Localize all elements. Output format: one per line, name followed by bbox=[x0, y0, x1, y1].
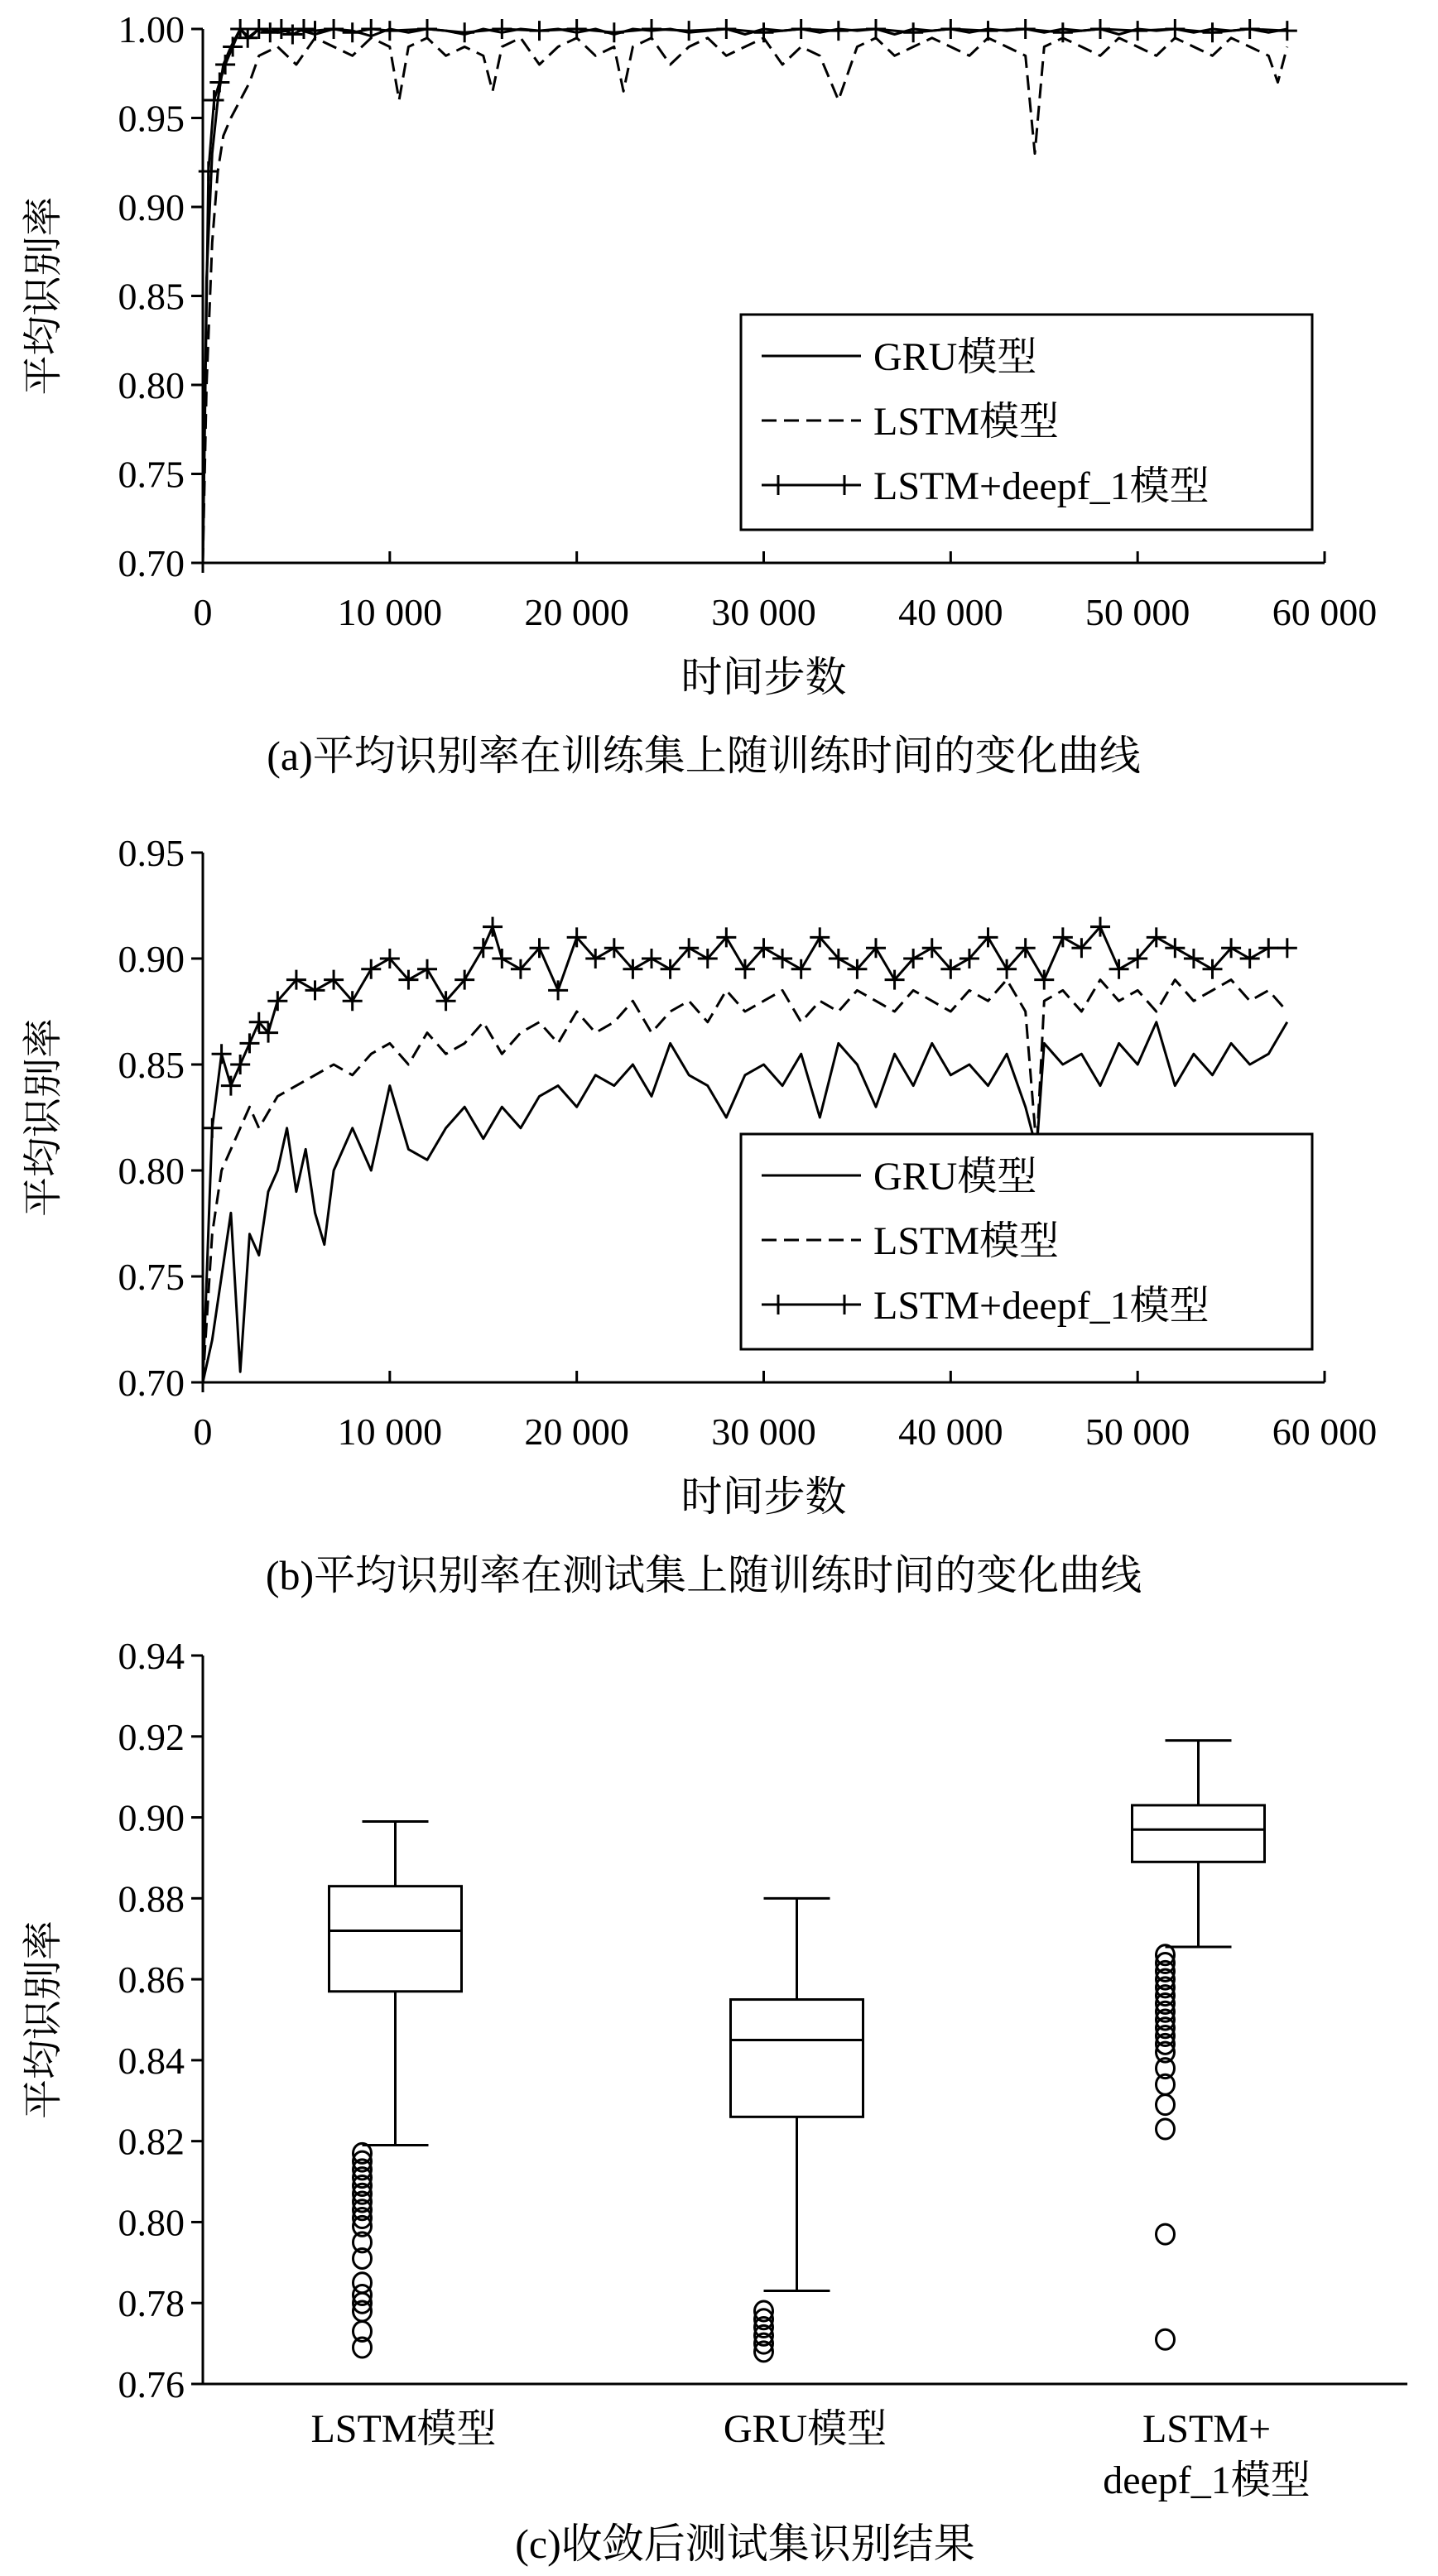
legend-label-2: LSTM模型 bbox=[873, 1219, 1060, 1263]
y-tick-label: 0.90 bbox=[118, 186, 185, 228]
series-point-3 bbox=[223, 37, 243, 57]
x-tick-label: 50 000 bbox=[1085, 591, 1190, 633]
y-tick-label: 0.70 bbox=[118, 1362, 185, 1404]
series-point-3 bbox=[361, 19, 381, 39]
series-point-3 bbox=[567, 19, 587, 39]
box-3-outlier bbox=[1157, 2329, 1175, 2349]
series-point-3 bbox=[604, 22, 624, 42]
series-point-3 bbox=[417, 19, 437, 39]
y-axis-label: 平均识别率 bbox=[22, 1920, 65, 2120]
series-point-3 bbox=[530, 21, 550, 41]
series-point-3 bbox=[716, 19, 736, 39]
series-point-3 bbox=[361, 959, 381, 979]
legend-label-3: LSTM+deepf_1模型 bbox=[873, 1284, 1210, 1328]
legend-label-1: GRU模型 bbox=[873, 1155, 1037, 1199]
series-point-3 bbox=[1109, 959, 1129, 979]
series-point-3 bbox=[1277, 21, 1297, 41]
x-tick-label: 30 000 bbox=[711, 591, 816, 633]
series-point-3 bbox=[1277, 938, 1297, 958]
series-point-3 bbox=[1053, 22, 1073, 42]
series-point-3 bbox=[215, 55, 235, 74]
y-tick-label: 0.76 bbox=[118, 2363, 185, 2405]
y-tick-label: 0.75 bbox=[118, 453, 185, 496]
series-point-3 bbox=[979, 21, 998, 41]
y-tick-label: 0.86 bbox=[118, 1958, 185, 2002]
y-axis-label: 平均识别率 bbox=[22, 1017, 65, 1218]
box-2-iqr bbox=[731, 2000, 863, 2117]
y-tick-label: 0.75 bbox=[118, 1256, 185, 1298]
chart-caption: (a)平均识别率在训练集上随训练时间的变化曲线 bbox=[267, 733, 1141, 779]
series-point-3 bbox=[305, 980, 325, 1000]
y-axis-label: 平均识别率 bbox=[22, 196, 65, 396]
y-tick-label: 0.80 bbox=[118, 2201, 185, 2244]
series-point-3 bbox=[193, 1372, 213, 1392]
y-tick-label: 0.80 bbox=[118, 364, 185, 406]
series-point-3 bbox=[209, 73, 229, 93]
series-point-3 bbox=[294, 19, 314, 39]
series-point-3 bbox=[202, 1118, 222, 1138]
x-tick-label: 20 000 bbox=[524, 1411, 629, 1453]
y-tick-label: 0.70 bbox=[118, 542, 185, 584]
y-tick-label: 0.82 bbox=[118, 2120, 185, 2163]
series-point-3 bbox=[903, 22, 923, 42]
series-point-3 bbox=[940, 19, 960, 39]
y-tick-label: 0.95 bbox=[118, 832, 185, 874]
y-tick-label: 0.88 bbox=[118, 1877, 185, 1920]
x-tick-label: 10 000 bbox=[337, 1411, 443, 1453]
series-point-3 bbox=[221, 1076, 241, 1096]
series-point-3 bbox=[1203, 22, 1223, 42]
y-tick-label: 0.95 bbox=[118, 97, 185, 140]
series-point-3 bbox=[791, 19, 811, 39]
y-tick-label: 0.94 bbox=[118, 1635, 185, 1677]
series-point-3 bbox=[272, 19, 291, 39]
series-point-3 bbox=[548, 980, 568, 1000]
box-3-outlier bbox=[1157, 2224, 1175, 2244]
series-point-3 bbox=[212, 1044, 232, 1064]
y-tick-label: 0.80 bbox=[118, 1150, 185, 1192]
x-tick-label: 60 000 bbox=[1272, 591, 1378, 633]
series-point-3 bbox=[204, 90, 224, 110]
box-3-iqr bbox=[1133, 1805, 1265, 1862]
x-tick-label: 0 bbox=[193, 591, 213, 633]
series-point-3 bbox=[1090, 19, 1110, 39]
series-point-3 bbox=[230, 1055, 250, 1074]
x-tick-label: 60 000 bbox=[1272, 1411, 1378, 1453]
series-point-3 bbox=[199, 161, 219, 181]
chart-caption: (b)平均识别率在测试集上随训练时间的变化曲线 bbox=[265, 1552, 1142, 1598]
series-point-3 bbox=[642, 19, 661, 39]
y-tick-label: 0.90 bbox=[118, 1796, 185, 1839]
legend-label-3: LSTM+deepf_1模型 bbox=[873, 464, 1210, 508]
box-1-iqr bbox=[329, 1886, 462, 1992]
series-point-3 bbox=[282, 24, 302, 44]
y-tick-label: 0.85 bbox=[118, 1044, 185, 1086]
series-point-3 bbox=[1128, 21, 1147, 41]
series-point-3 bbox=[866, 19, 886, 39]
x-tick-label: 20 000 bbox=[524, 591, 629, 633]
series-point-3 bbox=[492, 19, 512, 39]
series-point-3 bbox=[1240, 19, 1260, 39]
legend-label-2: LSTM模型 bbox=[873, 400, 1060, 444]
category-label: deepf_1模型 bbox=[1103, 2458, 1311, 2502]
x-tick-label: 0 bbox=[193, 1411, 213, 1453]
series-point-3 bbox=[1240, 949, 1260, 968]
series-point-3 bbox=[474, 938, 493, 958]
y-tick-label: 0.84 bbox=[118, 2039, 185, 2082]
x-axis-label: 时间步数 bbox=[681, 1473, 847, 1520]
category-label: LSTM模型 bbox=[310, 2407, 497, 2451]
x-axis-label: 时间步数 bbox=[681, 654, 847, 700]
box-3-outlier bbox=[1157, 2119, 1175, 2139]
x-tick-label: 40 000 bbox=[898, 591, 1003, 633]
series-point-3 bbox=[679, 21, 699, 41]
series-point-3 bbox=[454, 22, 474, 42]
y-tick-label: 0.78 bbox=[118, 2282, 185, 2325]
series-point-3 bbox=[305, 21, 325, 41]
series-point-3 bbox=[260, 22, 280, 42]
x-tick-label: 10 000 bbox=[337, 591, 443, 633]
series-point-3 bbox=[492, 949, 512, 968]
series-point-3 bbox=[1258, 938, 1278, 958]
series-point-3 bbox=[324, 19, 344, 39]
box-3-outlier bbox=[1157, 2095, 1175, 2115]
series-point-3 bbox=[380, 21, 400, 41]
series-point-3 bbox=[754, 22, 774, 42]
legend-label-1: GRU模型 bbox=[873, 335, 1037, 379]
series-point-3 bbox=[483, 917, 503, 937]
series-point-3 bbox=[1165, 938, 1185, 958]
y-tick-label: 0.92 bbox=[118, 1715, 185, 1758]
x-tick-label: 40 000 bbox=[898, 1411, 1003, 1453]
series-point-3 bbox=[417, 959, 437, 979]
y-tick-label: 0.85 bbox=[118, 275, 185, 318]
series-point-3 bbox=[239, 1033, 259, 1053]
category-label: GRU模型 bbox=[723, 2407, 887, 2451]
series-point-3 bbox=[343, 22, 363, 42]
series-point-3 bbox=[193, 553, 213, 573]
series-point-3 bbox=[772, 949, 792, 968]
series-point-3 bbox=[1034, 970, 1054, 990]
series-point-3 bbox=[1165, 19, 1185, 39]
chart-caption: (c)收敛后测试集识别结果 bbox=[515, 2521, 975, 2567]
series-point-3 bbox=[829, 21, 849, 41]
y-tick-label: 1.00 bbox=[118, 8, 185, 50]
x-tick-label: 30 000 bbox=[711, 1411, 816, 1453]
series-point-3 bbox=[642, 949, 661, 968]
category-label: LSTM+ bbox=[1142, 2407, 1272, 2451]
series-point-3 bbox=[1184, 949, 1204, 968]
y-tick-label: 0.90 bbox=[118, 938, 185, 980]
series-point-3 bbox=[1053, 927, 1073, 947]
x-tick-label: 50 000 bbox=[1085, 1411, 1190, 1453]
series-point-3 bbox=[1016, 19, 1036, 39]
series-point-3 bbox=[791, 959, 811, 979]
